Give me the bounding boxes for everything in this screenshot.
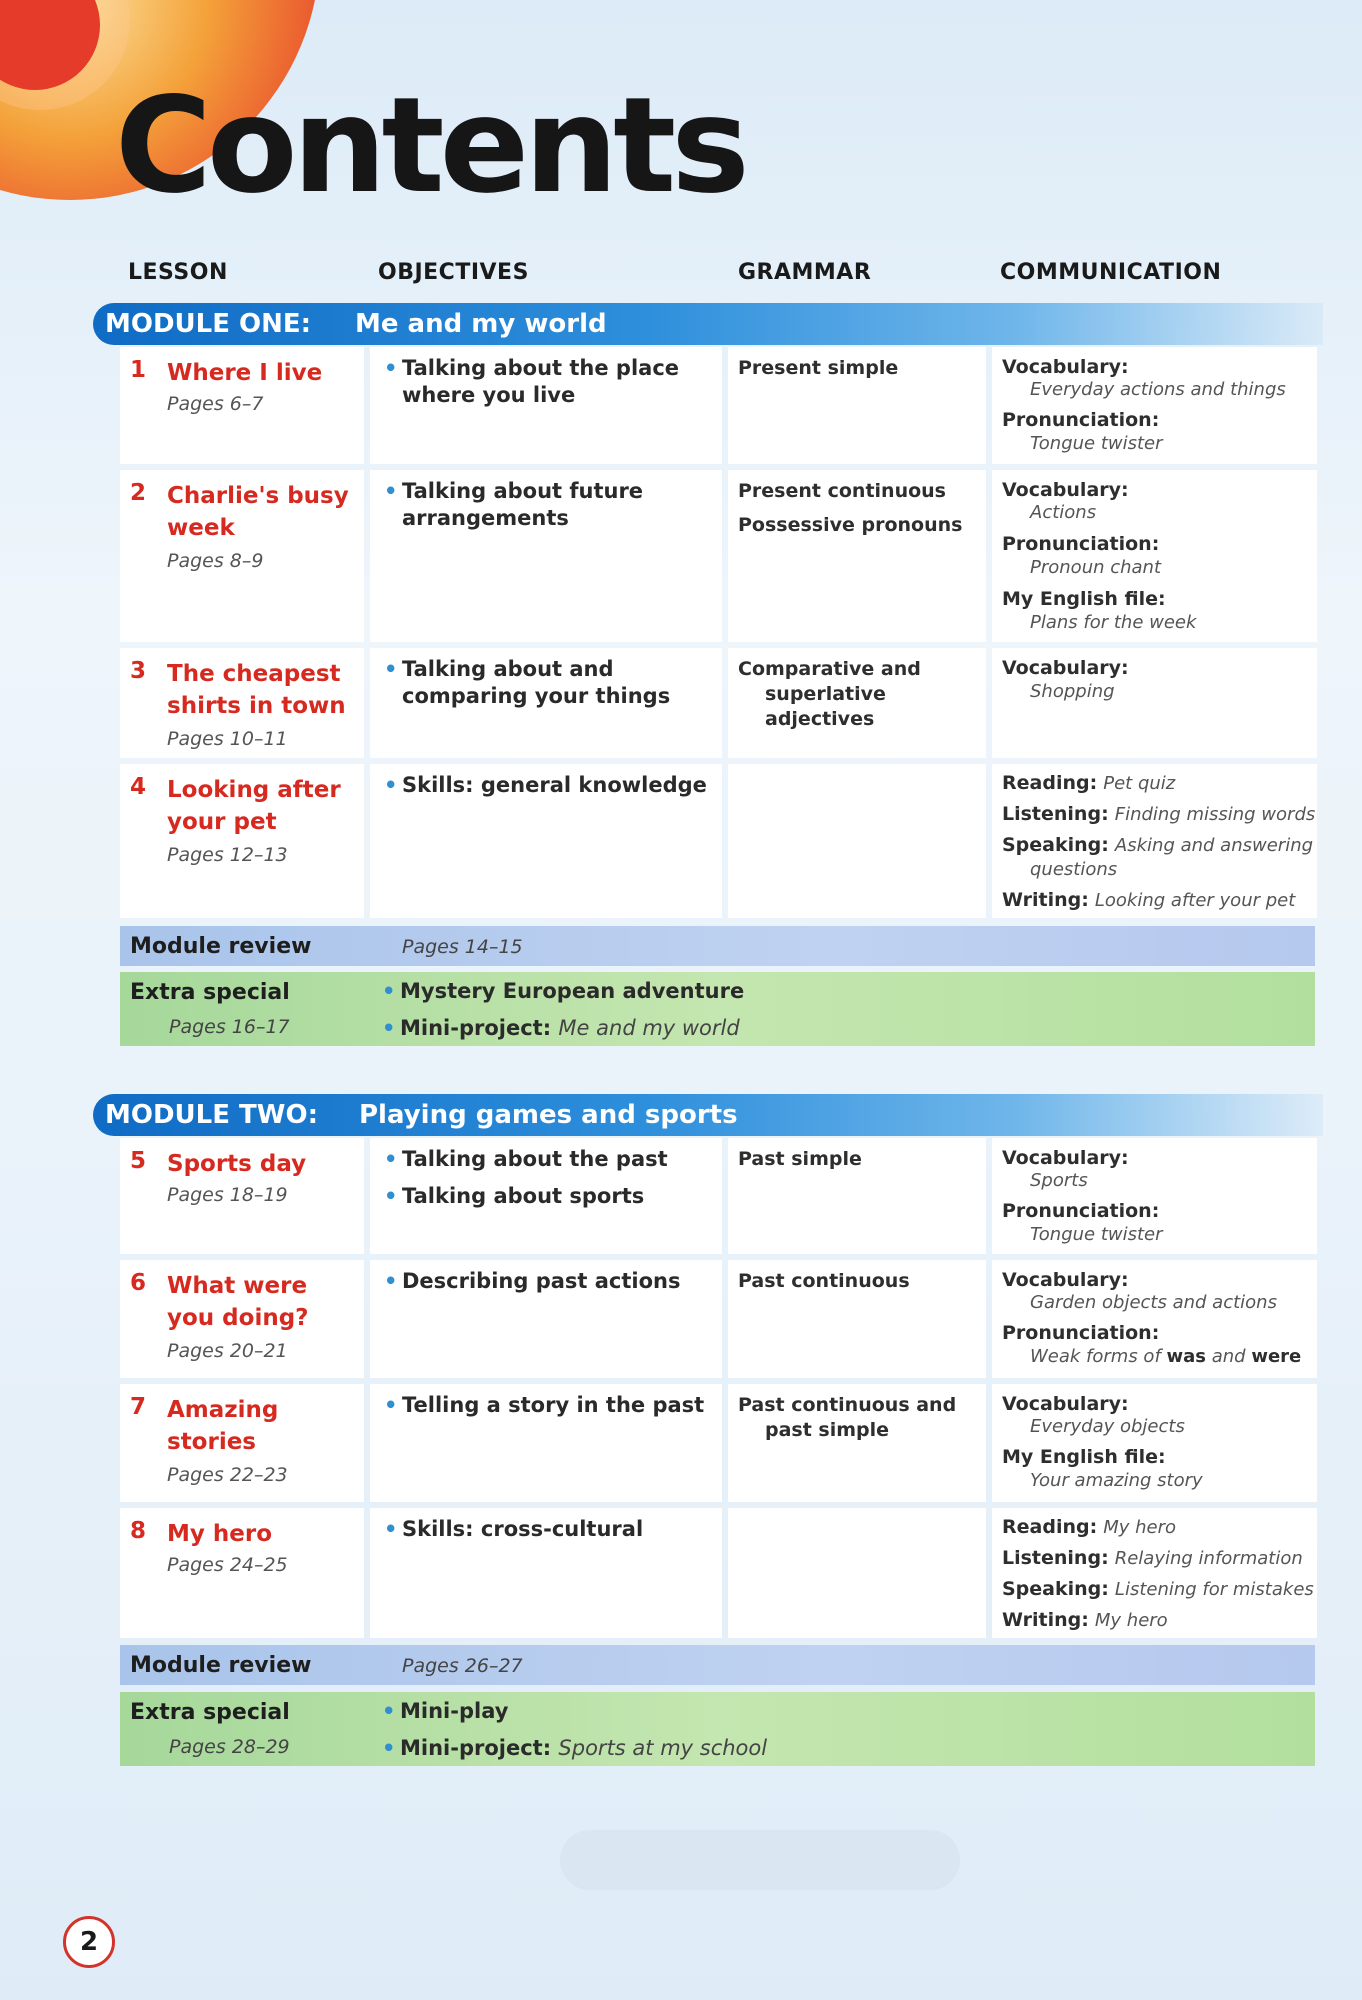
- lesson-title-line: My hero: [167, 1521, 273, 1547]
- lesson-pages: Pages 10–11: [167, 728, 288, 750]
- lesson-title: [167, 774, 341, 838]
- objectives-cell-7: [370, 1384, 722, 1502]
- comm-value: Everyday objects: [1030, 1416, 1185, 1437]
- grammar-cell-2: [728, 470, 986, 642]
- lesson-title-line: week: [167, 515, 235, 541]
- comm-label: My English file:: [1002, 1446, 1166, 1468]
- skill-line-continued: questions: [1030, 859, 1118, 880]
- module-one-header: [93, 303, 1323, 345]
- skill-line: Writing: Looking after your pet: [1002, 889, 1296, 911]
- objectives-cell-5: [370, 1138, 722, 1254]
- objective-item: • Skills: cross-cultural: [384, 1517, 644, 1541]
- comm-value: Weak forms of was and were: [1030, 1346, 1302, 1367]
- comm-label: Pronunciation:: [1002, 409, 1160, 431]
- comm-value: Sports: [1030, 1170, 1088, 1191]
- column-header-communication: COMMUNICATION: [1000, 260, 1222, 285]
- module-review-pages: Pages 26–27: [402, 1655, 523, 1677]
- lesson-title-line: Where I live: [167, 360, 323, 386]
- extra-special-label: Extra special: [130, 1700, 290, 1725]
- lesson-number: 2: [130, 480, 147, 506]
- comm-label: Pronunciation:: [1002, 1200, 1160, 1222]
- module-review-row: [120, 1645, 1315, 1685]
- comm-label: Pronunciation:: [1002, 1322, 1160, 1344]
- objective-item: • Telling a story in the past: [384, 1393, 705, 1417]
- skill-line: Listening: Finding missing words: [1002, 803, 1316, 825]
- module-review-pages: Pages 14–15: [402, 936, 523, 958]
- objectives-cell-8: [370, 1508, 722, 1638]
- lesson-cell-8: [120, 1508, 364, 1638]
- objective-item: • Describing past actions: [384, 1269, 681, 1293]
- lesson-title-line: you doing?: [167, 1305, 309, 1331]
- objective-line: Skills: cross-cultural: [402, 1517, 644, 1541]
- comm-value: Garden objects and actions: [1030, 1292, 1277, 1313]
- objective-line: Talking about the place: [402, 356, 680, 380]
- communication-cell-6: [992, 1260, 1317, 1378]
- lesson-cell-2: [120, 470, 364, 642]
- module-review-row: [120, 926, 1315, 966]
- objective-line: Talking about future: [402, 479, 644, 503]
- grammar-cell-6: [728, 1260, 986, 1378]
- skill-line: Speaking: Asking and answering: [1002, 834, 1314, 856]
- comm-label: Vocabulary:: [1002, 657, 1129, 679]
- lesson-title: [167, 1394, 278, 1458]
- communication-cell-1: [992, 347, 1317, 464]
- objective-line: Describing past actions: [402, 1269, 681, 1293]
- module-label: MODULE ONE:: [105, 309, 312, 339]
- extra-item: • Mini-project: Me and my world: [382, 1016, 740, 1040]
- module-title: Me and my world: [355, 309, 607, 339]
- module-two-header: [93, 1094, 1323, 1136]
- extra-special-row: [120, 1692, 1315, 1766]
- lesson-number: 4: [130, 774, 147, 800]
- communication-cell-4: [992, 764, 1317, 918]
- lesson-number: 3: [130, 658, 147, 684]
- lesson-title-line: your pet: [167, 809, 277, 835]
- column-header-grammar: GRAMMAR: [738, 260, 872, 285]
- lesson-pages: Pages 18–19: [167, 1184, 288, 1206]
- grammar-item: Past continuous: [738, 1270, 910, 1292]
- lesson-pages: Pages 24–25: [167, 1554, 288, 1576]
- objective-item: • Talking about the place where you live: [384, 356, 680, 407]
- lesson-pages: Pages 22–23: [167, 1464, 288, 1486]
- objective-item: • Talking about future arrangements: [384, 479, 644, 530]
- objective-item: • Talking about the past: [384, 1147, 668, 1171]
- ghost-print-through: [560, 1830, 960, 1890]
- grammar-cell-4: [728, 764, 986, 918]
- lesson-title: [167, 480, 349, 544]
- grammar-item: [738, 1393, 956, 1443]
- lesson-number: 7: [130, 1394, 147, 1420]
- communication-cell-3: [992, 648, 1317, 758]
- objective-line: where you live: [402, 383, 576, 407]
- grammar-item: [738, 657, 986, 732]
- extra-item: • Mini-play: [382, 1699, 509, 1723]
- objective-line: arrangements: [402, 506, 569, 530]
- objectives-cell-1: [370, 347, 722, 464]
- lesson-title-line: What were: [167, 1273, 308, 1299]
- grammar-cell-7: [728, 1384, 986, 1502]
- skill-line: Listening: Relaying information: [1002, 1547, 1303, 1569]
- module-title: Playing games and sports: [359, 1100, 738, 1130]
- lesson-number: 1: [130, 357, 147, 383]
- grammar-item: Present continuous: [738, 480, 946, 502]
- grammar-cell-5: [728, 1138, 986, 1254]
- lesson-title-line: Charlie's busy: [167, 483, 349, 509]
- lesson-title: [167, 1148, 306, 1180]
- comm-value: Shopping: [1030, 681, 1115, 702]
- objective-line: Skills: general knowledge: [402, 773, 707, 797]
- lesson-title-line: Sports day: [167, 1151, 307, 1177]
- page-number-badge: 2: [63, 1916, 115, 1968]
- skill-line: Writing: My hero: [1002, 1609, 1168, 1631]
- objective-item: • Talking about and comparing your things: [384, 657, 671, 708]
- module-review-label: Module review: [130, 1653, 312, 1678]
- column-header-lesson: LESSON: [128, 260, 228, 285]
- comm-value: Tongue twister: [1030, 433, 1163, 454]
- lesson-title-line: shirts in town: [167, 693, 346, 719]
- skill-line: Reading: My hero: [1002, 1516, 1177, 1538]
- objective-line: Talking about sports: [402, 1184, 645, 1208]
- lesson-title-line: stories: [167, 1429, 257, 1455]
- grammar-cell-3: [728, 648, 986, 758]
- lesson-number: 8: [130, 1518, 147, 1544]
- objective-line: Talking about and: [402, 657, 614, 681]
- lesson-title-line: Amazing: [167, 1397, 279, 1423]
- extra-special-label: Extra special: [130, 980, 290, 1005]
- comm-label: Vocabulary:: [1002, 1269, 1129, 1291]
- objectives-cell-4: [370, 764, 722, 918]
- lesson-number: 5: [130, 1148, 147, 1174]
- comm-label: Vocabulary:: [1002, 1147, 1129, 1169]
- objective-item: • Talking about sports: [384, 1184, 645, 1208]
- lesson-cell-5: [120, 1138, 364, 1254]
- comm-value: Actions: [1030, 502, 1097, 523]
- objectives-cell-6: [370, 1260, 722, 1378]
- comm-label: Vocabulary:: [1002, 1393, 1129, 1415]
- extra-item: • Mini-project: Sports at my school: [382, 1736, 768, 1760]
- page-title: Contents: [115, 69, 745, 223]
- grammar-item: Possessive pronouns: [738, 514, 963, 536]
- lesson-title: [167, 658, 346, 722]
- lesson-cell-1: [120, 347, 364, 464]
- communication-cell-8: [992, 1508, 1317, 1638]
- grammar-line: past simple: [765, 1419, 890, 1441]
- skill-line: Reading: Pet quiz: [1002, 772, 1176, 794]
- objectives-cell-3: [370, 648, 722, 758]
- communication-cell-5: [992, 1138, 1317, 1254]
- module-review-label: Module review: [130, 934, 312, 959]
- comm-label: Vocabulary:: [1002, 479, 1129, 501]
- comm-value: Tongue twister: [1030, 1224, 1163, 1245]
- lesson-pages: Pages 6–7: [167, 393, 264, 415]
- column-header-objectives: OBJECTIVES: [378, 260, 529, 285]
- communication-cell-7: [992, 1384, 1317, 1502]
- lesson-cell-3: [120, 648, 364, 758]
- grammar-line: Past continuous and: [738, 1394, 957, 1416]
- objective-line: Telling a story in the past: [402, 1393, 705, 1417]
- lesson-title: [167, 1518, 272, 1550]
- lesson-cell-7: [120, 1384, 364, 1502]
- lesson-title: [167, 1270, 309, 1334]
- extra-special-pages: Pages 28–29: [169, 1736, 290, 1758]
- comm-label: My English file:: [1002, 588, 1166, 610]
- lesson-pages: Pages 12–13: [167, 844, 288, 866]
- lesson-title-line: The cheapest: [167, 661, 341, 687]
- extra-special-row: [120, 972, 1315, 1046]
- comm-label: Pronunciation:: [1002, 533, 1160, 555]
- lesson-title-line: Looking after: [167, 777, 341, 803]
- comm-label: Vocabulary:: [1002, 356, 1129, 378]
- lesson-title: [167, 357, 322, 389]
- grammar-item: Past simple: [738, 1148, 862, 1170]
- lesson-number: 6: [130, 1270, 147, 1296]
- comm-value: Plans for the week: [1030, 612, 1197, 633]
- objective-item: • Skills: general knowledge: [384, 773, 707, 797]
- grammar-line: Comparative and: [738, 658, 921, 680]
- extra-item: • Mystery European adventure: [382, 979, 745, 1003]
- objectives-cell-2: [370, 470, 722, 642]
- comm-value: Your amazing story: [1030, 1470, 1203, 1491]
- lesson-cell-4: [120, 764, 364, 918]
- module-label: MODULE TWO:: [105, 1100, 318, 1130]
- lesson-pages: Pages 20–21: [167, 1340, 288, 1362]
- communication-cell-2: [992, 470, 1317, 642]
- grammar-item: Present simple: [738, 357, 899, 379]
- comm-value: Everyday actions and things: [1030, 379, 1286, 400]
- objective-line: Talking about the past: [402, 1147, 668, 1171]
- comm-value: Pronoun chant: [1030, 557, 1162, 578]
- grammar-cell-1: [728, 347, 986, 464]
- extra-special-pages: Pages 16–17: [169, 1016, 290, 1038]
- grammar-line: superlative adjectives: [765, 683, 886, 730]
- grammar-cell-8: [728, 1508, 986, 1638]
- skill-line: Speaking: Listening for mistakes: [1002, 1578, 1314, 1600]
- lesson-pages: Pages 8–9: [167, 550, 264, 572]
- objective-line: comparing your things: [402, 684, 671, 708]
- lesson-cell-6: [120, 1260, 364, 1378]
